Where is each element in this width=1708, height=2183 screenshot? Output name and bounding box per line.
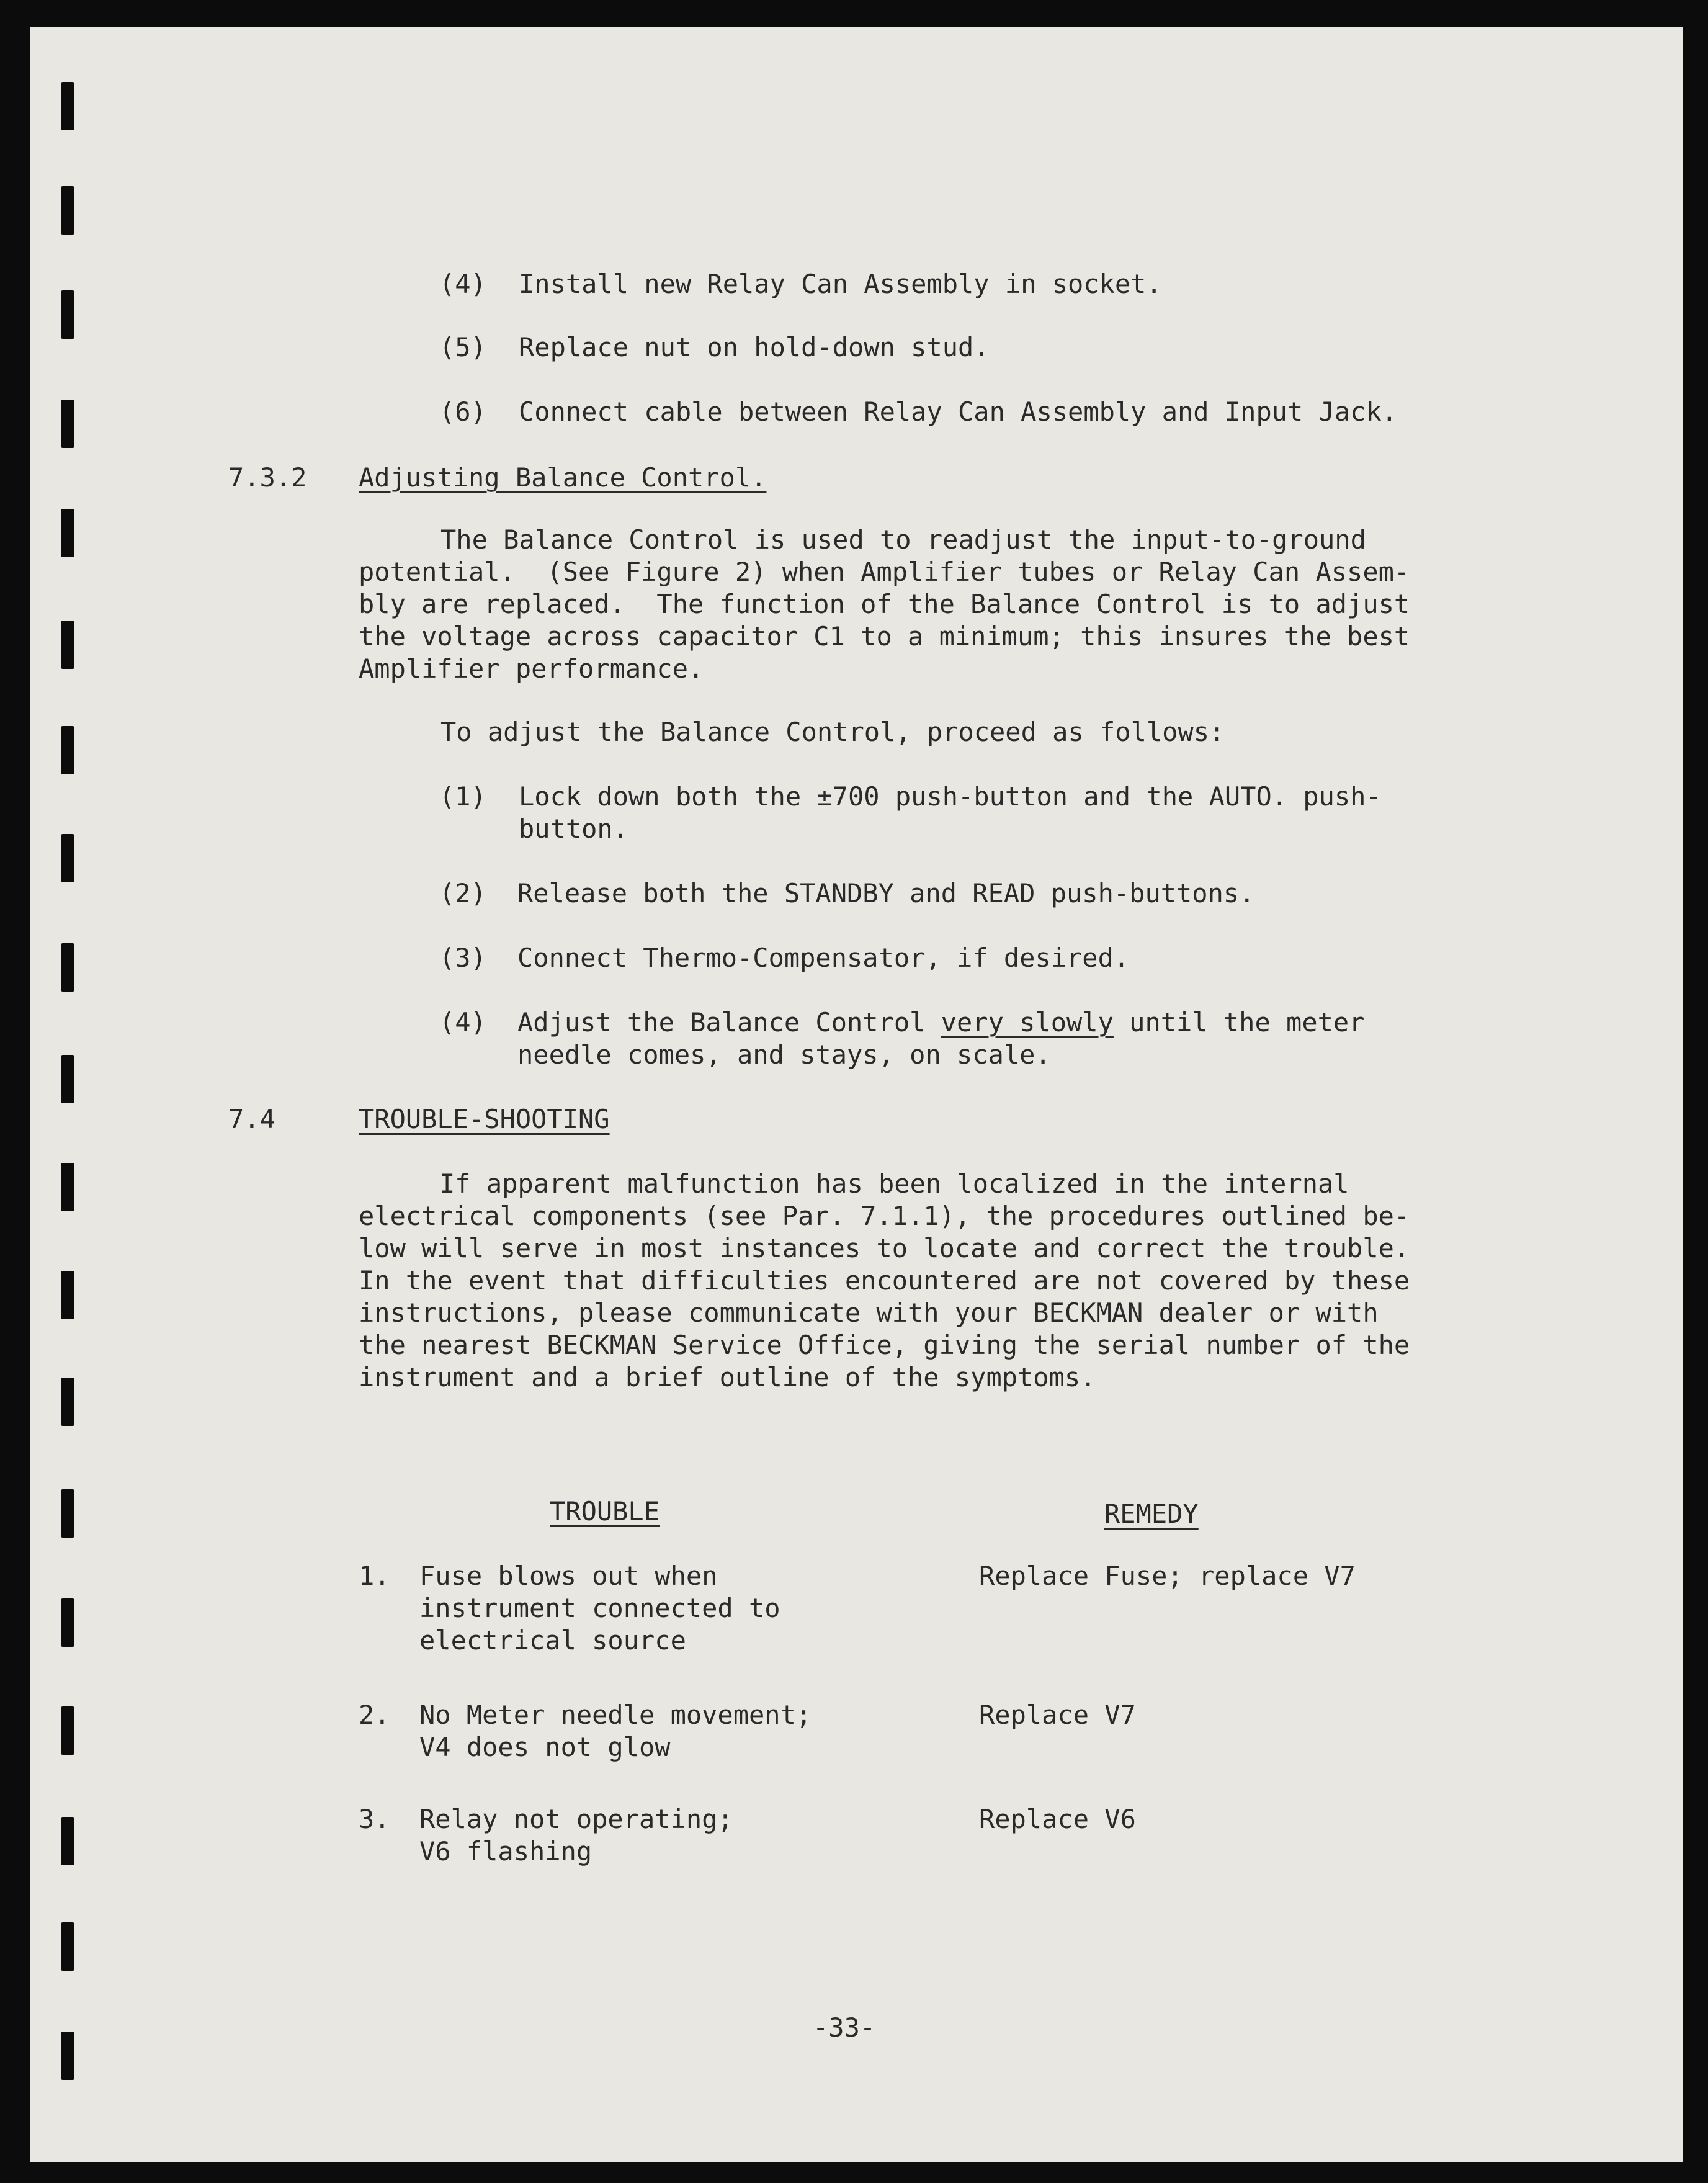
remedy-text: Replace V7	[979, 1700, 1136, 1730]
paragraph-line: In the event that difficulties encountered are not covered by these	[359, 1265, 1410, 1296]
binding-hole	[61, 1163, 74, 1211]
list-item-text: Replace nut on hold-down stud.	[519, 332, 990, 362]
section-title: TROUBLE-SHOOTING	[359, 1104, 610, 1134]
binding-hole	[61, 1706, 74, 1755]
paragraph-line: the nearest BECKMAN Service Office, giving the serial number of the	[359, 1330, 1410, 1360]
binding-hole	[61, 726, 74, 774]
list-number: (2)	[439, 878, 486, 908]
trouble-text: V4 does not glow	[419, 1732, 671, 1762]
list-item-text: Connect cable between Relay Can Assembly and Input Jack.	[519, 397, 1398, 427]
text-run: Adjust the Balance Control	[517, 1007, 941, 1038]
text-run: until the meter	[1113, 1007, 1365, 1038]
section-number: 7.3.2	[228, 462, 307, 493]
binding-hole	[61, 1598, 74, 1647]
column-header-remedy: REMEDY	[1104, 1499, 1199, 1529]
trouble-text: No Meter needle movement;	[419, 1700, 812, 1730]
binding-hole	[61, 290, 74, 339]
trouble-text: V6 flashing	[419, 1836, 592, 1867]
paragraph-line: low will serve in most instances to locate and correct the trouble.	[359, 1233, 1410, 1263]
binding-hole	[61, 400, 74, 448]
list-item-text: Connect Thermo-Compensator, if desired.	[517, 943, 1130, 973]
trouble-text: Relay not operating;	[419, 1804, 733, 1834]
binding-hole	[61, 1922, 74, 1971]
list-number: (4)	[439, 269, 486, 299]
manual-page	[30, 27, 1683, 2162]
section-title: Adjusting Balance Control.	[359, 462, 767, 493]
binding-hole	[61, 621, 74, 669]
remedy-text: Replace Fuse; replace V7	[979, 1561, 1356, 1591]
list-number: (3)	[439, 943, 486, 973]
page-number: -33-	[813, 2012, 876, 2043]
list-number: (6)	[439, 397, 486, 427]
binding-hole	[61, 82, 74, 130]
paragraph-line: bly are replaced. The function of the Balance Control is to adjust	[359, 589, 1410, 619]
paragraph-line: the voltage across capacitor C1 to a minimum; this insures the best	[359, 621, 1410, 652]
list-item-text: needle comes, and stays, on scale.	[517, 1039, 1051, 1070]
trouble-text: electrical source	[419, 1625, 686, 1656]
column-header-trouble: TROUBLE	[550, 1496, 660, 1526]
procedure-intro: To adjust the Balance Control, proceed as follows:	[440, 717, 1225, 747]
row-number: 1.	[359, 1561, 390, 1591]
binding-hole	[61, 509, 74, 557]
paragraph-line: Amplifier performance.	[359, 653, 704, 684]
paragraph-line: The Balance Control is used to readjust the input-to-ground	[440, 524, 1366, 555]
list-number: (5)	[439, 332, 486, 362]
binding-hole	[61, 834, 74, 882]
binding-hole	[61, 1055, 74, 1103]
section-number: 7.4	[228, 1104, 275, 1134]
list-number: (1)	[439, 781, 486, 812]
emphasis-text: very slowly	[941, 1007, 1114, 1038]
paragraph-line: potential. (See Figure 2) when Amplifier tubes or Relay Can Assem-	[359, 557, 1410, 587]
list-item-text: Install new Relay Can Assembly in socket.	[519, 269, 1162, 299]
list-item-text: button.	[519, 814, 629, 844]
paragraph-line: instrument and a brief outline of the symptoms.	[359, 1362, 1096, 1392]
list-number: (4)	[439, 1007, 486, 1038]
binding-hole	[61, 943, 74, 992]
binding-hole	[61, 2032, 74, 2080]
trouble-text: instrument connected to	[419, 1593, 780, 1623]
trouble-text: Fuse blows out when	[419, 1561, 718, 1591]
list-item-text: Release both the STANDBY and READ push-buttons.	[517, 878, 1255, 908]
list-item-text	[517, 1006, 1364, 1039]
row-number: 3.	[359, 1804, 390, 1834]
binding-hole	[61, 1271, 74, 1319]
list-item-text: Lock down both the ±700 push-button and the AUTO. push-	[519, 781, 1382, 812]
binding-hole	[61, 1817, 74, 1865]
row-number: 2.	[359, 1700, 390, 1730]
remedy-text: Replace V6	[979, 1804, 1136, 1834]
binding-hole	[61, 1489, 74, 1538]
paragraph-line: instructions, please communicate with your BECKMAN dealer or with	[359, 1298, 1379, 1328]
binding-hole	[61, 1378, 74, 1426]
paragraph-line: electrical components (see Par. 7.1.1), the procedures outlined be-	[359, 1201, 1410, 1231]
binding-hole	[61, 186, 74, 235]
paragraph-line: If apparent malfunction has been localized in the internal	[439, 1168, 1349, 1199]
